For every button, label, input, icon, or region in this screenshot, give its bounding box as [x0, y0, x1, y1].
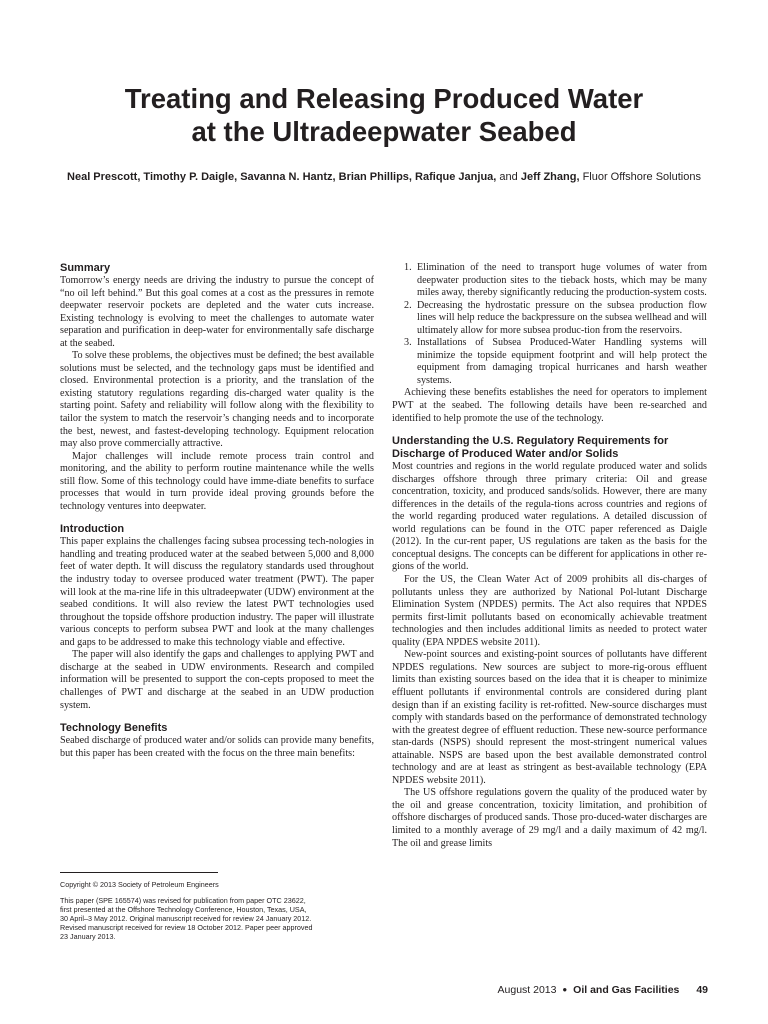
regulatory-heading-line-1: Understanding the U.S. Regulatory Requirements for — [392, 435, 669, 448]
benefits-list — [392, 262, 707, 387]
regulatory-paragraph-2: For the US, the Clean Water Act of 2009 prohibits all dis-charges of pollutants unless they are authorized by National Pol-lutant Discharge Elimination System (NPDES) permits. The Act also requires that NPDES permits first-limit pollutants based on economically achievable treatment technologies and then includes additional limits as needed to protect water quality (EPA NPDES website 2011). — [392, 574, 707, 648]
introduction-paragraph-1: This paper explains the challenges facing subsea processing tech-nologies in handling and treating produced water at the seabed between 5,000 and 8,000 feet of water depth. It will discuss the regulatory standards used throughout the industry today to oversee produced water treatment (PWT). The paper will look at the ma-rine life in this ultradeepwater (UDW) environment at the seabed conditions. It will also review the latest PWT technologies used throughout the topside offshore production industry. The paper will illustrate various concepts to perform subsea PWT and look at the many challenges and gaps to be addressed to make this technology viable and effective. — [60, 536, 374, 648]
paper-history-line: This paper (SPE 165574) was revised for publication from paper OTC 23622, — [60, 896, 306, 905]
introduction-paragraph-2: The paper will also identify the gaps and challenges to applying PWT and discharge at the seabed in UDW environments. Research and compiled information will be presented to support the con-cepts proposed to meet the challenges of PWT and discharge at the seabed in an UDW production system. — [60, 649, 374, 711]
title-line-2: at the Ultradeepwater Seabed — [191, 116, 577, 147]
paper-history-note — [60, 896, 360, 941]
author-affiliation: Fluor Offshore Solutions — [582, 171, 701, 183]
summary-paragraph-2: To solve these problems, the objectives must be defined; the best available solutions must be selected, and the technology gaps must be identified and closed. Environmental protection is a priority, and the translation of the existing statutory regulations regarding dis-charged water quality is the starting point. Safety and reliability will follow along with the flexibility to tailor the system to match the reservoir’s changing needs and to incorporate the best, newest, and fastest-developing technology. Equipment relocation may also prove commercially attractive. — [60, 350, 374, 450]
author-names: Neal Prescott, Timothy P. Daigle, Savanna N. Hantz, Brian Phillips, Rafique Janjua, — [67, 171, 497, 183]
technology-benefits-paragraph: Seabed discharge of produced water and/or solids can provide many benefits, but this paper has been created with the focus on the three main benefits: — [60, 735, 374, 759]
page-footer — [498, 984, 708, 996]
summary-paragraph-3: Major challenges will include remote process train control and monitoring, and the ability to perform routine maintenance while the wells still flow. Some of this technology could have imme-diate benefits to surface processes that would in turn provide ideal proving grounds before the technology ventures into deepwater. — [60, 450, 374, 512]
author-and: and — [499, 171, 518, 183]
benefits-paragraph: Achieving these benefits establishes the need for operators to implement PWT at the seabed. The following details have been re-searched and identified to help promote the use of the technology. — [392, 387, 707, 424]
list-number: 2. — [404, 299, 412, 311]
author-last: Jeff Zhang, — [520, 171, 580, 183]
list-item — [392, 300, 707, 338]
paper-history-line: Revised manuscript received for review 18 October 2012. Paper peer approved — [60, 923, 313, 932]
title-line-1: Treating and Releasing Produced Water — [124, 83, 644, 114]
regulatory-paragraph-1: Most countries and regions in the world regulate produced water and solids discharges offshore through three primary criteria: Oil and grease concentration, toxicity, and produced sands/solids. However, there are many differences in the details of the regula-tions across countries and regions of the world regarding produced water regulations. A detailed discussion of world regulations can be found in the OTC paper referenced as Daigle (2012). In the cur-rent paper, US regulations are taken as the basis for the conceptual designs. The concepts can be different for applications in other re-gions of the world. — [392, 461, 707, 573]
right-column — [392, 262, 707, 850]
list-item-text: Installations of Subsea Produced-Water Handling systems will minimize the topside equipment footprint and will help protect the equipment from damaging tropical hurricanes and harsh weather systems. — [417, 337, 707, 386]
regulatory-paragraph-4: The US offshore regulations govern the quality of the produced water by the oil and grease concentration, toxicity limitation, and prohibition of offshore discharges of produced sands. Those pro-duced-water discharges are limited to a monthly average of 29 mg/l and a daily maximum of 42 mg/l. The oil and grease limits — [392, 787, 707, 849]
regulatory-heading-line-2: Discharge of Produced Water and/or Solids — [392, 448, 619, 461]
regulatory-paragraph-3: New-point sources and existing-point sources of pollutants have different NPDES regulations. New sources are subject to more-rig-orous effluent limits than existing sources based on the idea that it is cheaper to minimize effluent pollutants if environmental controls are considered during plant design than if an existing facility is ret-rofitted. New-source discharges must comply with standards based on the performance of demonstrated technology with the greatest degree of effluent reduction. These new-source performance stan-dards (NSPS) should represent the most-stringent numerical values attainable. NSPS are based upon the best available demonstrated control technology and are at least as stringent as best-available technology (EPA NPDES website 2011). — [392, 649, 707, 786]
paper-history-line: 30 April–3 May 2012. Original manuscript received for review 24 January 2012. — [60, 914, 312, 923]
copyright-notice: Copyright © 2013 Society of Petroleum Engineers — [60, 880, 219, 889]
introduction-heading: Introduction — [60, 523, 125, 536]
technology-benefits-heading: Technology Benefits — [60, 722, 168, 735]
paper-history-line: 23 January 2013. — [60, 932, 116, 941]
issue-date: August 2013 — [497, 984, 557, 996]
author-line — [0, 171, 768, 183]
summary-paragraph-1: Tomorrow’s energy needs are driving the industry to pursue the concept of “no oil left behind.” But this goal comes at a cost as the pressures in remote deepwater reservoir pockets are depleted and the water cuts increase. Existing technology is evolving to meet the challenges to automate water separation and purification in deep-water for environmentally safe discharge at the seabed. — [60, 275, 374, 349]
paper-history-line: first presented at the Offshore Technology Conference, Houston, Texas, USA, — [60, 905, 307, 914]
footnote-rule — [60, 872, 218, 873]
regulatory-heading — [392, 435, 707, 461]
page-number: 49 — [696, 984, 708, 996]
list-item-text: Elimination of the need to transport huge volumes of water from deepwater production sites to the tieback hosts, which may be many miles away, thereby significantly reducing the production-system costs. — [417, 262, 707, 299]
list-item-text: Decreasing the hydrostatic pressure on the subsea production flow lines will help reduce the backpressure on the subsea wellhead and will ultimately allow for more subsea produc-tion from the reservoirs. — [417, 299, 707, 336]
list-number: 1. — [404, 262, 412, 273]
list-item — [392, 337, 707, 387]
bullet-separator: ● — [562, 985, 568, 994]
list-item — [392, 262, 707, 300]
summary-heading: Summary — [60, 262, 111, 274]
journal-name: Oil and Gas Facilities — [573, 984, 680, 996]
left-column — [60, 262, 374, 760]
list-number: 3. — [404, 337, 412, 349]
article-title — [0, 82, 768, 148]
